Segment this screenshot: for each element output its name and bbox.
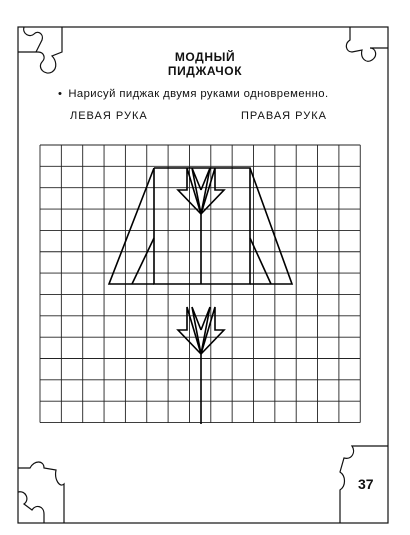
bullet-icon: • [58,88,63,100]
instruction-text: Нарисуй пиджак двумя руками одновременно. [68,88,329,100]
guide-right-lapel [201,307,224,354]
jacket-drawing [109,168,292,424]
page-number: 37 [358,476,374,492]
left-hand-label: ЛЕВАЯ РУКА [70,110,148,122]
page-title-line1: МОДНЫЙ [174,50,236,64]
right-hand-label: ПРАВАЯ РУКА [241,110,327,122]
jacket-right-lapel [201,168,224,214]
jacket-left-sleeve-inner [132,238,154,284]
page-title-line2: ПИДЖАЧОК [167,64,243,78]
jacket-left-sleeve [109,168,154,284]
jacket-right-sleeve [250,168,292,284]
